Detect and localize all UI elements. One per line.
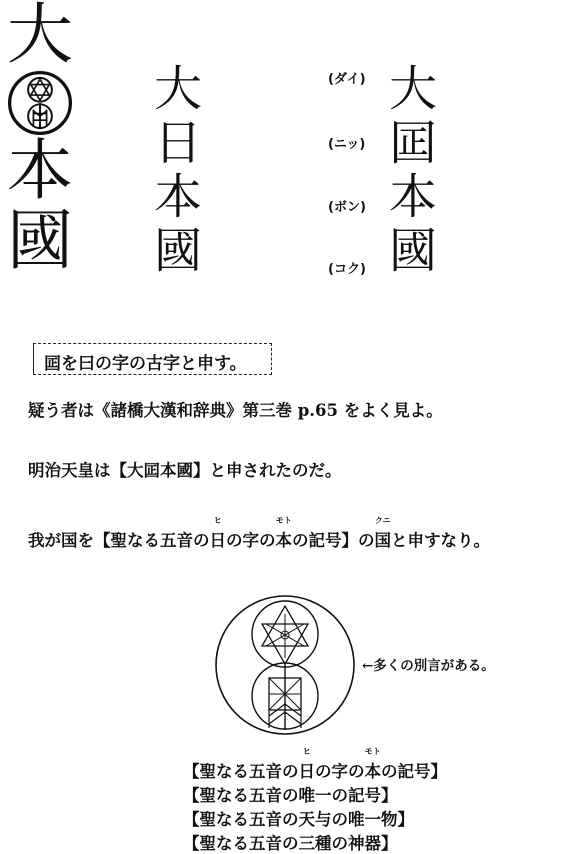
text-line-3 bbox=[28, 515, 490, 551]
box-label: 囸を曰の字の古字と申す。 bbox=[44, 354, 247, 374]
line3-hi-ruby: ヒ bbox=[213, 515, 222, 525]
emblem-note: ←多くの別言がある。 bbox=[362, 658, 495, 674]
reading-bon: (ボン) bbox=[328, 200, 366, 215]
reading-koku: (コク) bbox=[328, 262, 366, 277]
text-line-1: 疑う者は《諸橋大漢和辞典》第三巻 p.65 をよく見よ。 bbox=[28, 401, 443, 420]
left-char-4: 國 bbox=[153, 223, 202, 279]
list-item-4: 【聖なる五音の三種の神器】 bbox=[183, 834, 398, 853]
center-column bbox=[0, 0, 80, 279]
item1-hi-ruby: ヒ bbox=[302, 746, 311, 756]
sacred-emblem-icon bbox=[214, 594, 356, 740]
right-char-2: 囸 bbox=[388, 115, 437, 171]
center-char-dai: 大 bbox=[7, 0, 73, 73]
left-char-1: 大 bbox=[153, 61, 202, 117]
reading-dai: (ダイ) bbox=[328, 72, 366, 87]
left-char-2: 日 bbox=[153, 115, 202, 171]
list-item-1 bbox=[183, 746, 447, 782]
line3-moto-char: 本 bbox=[275, 531, 292, 550]
line3-part3: の記号】の bbox=[292, 531, 375, 550]
list-item-2: 【聖なる五音の唯一の記号】 bbox=[183, 786, 398, 805]
text-line-2: 明治天皇は【大囸本國】と申されたのだ。 bbox=[28, 461, 342, 480]
line3-hi-char: 日 bbox=[209, 531, 226, 550]
small-emblem-icon bbox=[0, 70, 80, 136]
item1-moto-char: 本 bbox=[364, 762, 381, 781]
item1-part1: 【聖なる五音の bbox=[183, 762, 299, 781]
left-column-daiinippon bbox=[148, 62, 208, 278]
left-char-3: 本 bbox=[153, 169, 202, 225]
item1-moto-ruby: モト bbox=[364, 746, 381, 756]
line3-part1: 我が国を【聖なる五音の bbox=[28, 531, 210, 550]
right-column-daiinippon bbox=[383, 62, 443, 278]
line3-kuni-ruby: クニ bbox=[374, 515, 391, 525]
list-item-3: 【聖なる五音の天与の唯一物】 bbox=[183, 810, 414, 829]
right-char-1: 大 bbox=[388, 61, 437, 117]
line3-hi bbox=[209, 515, 227, 551]
line3-kuni-char: 国 bbox=[374, 531, 391, 550]
item1-part2: の字の bbox=[315, 762, 365, 781]
item1-part3: の記号】 bbox=[381, 762, 447, 781]
center-char-hon: 本 bbox=[7, 132, 73, 209]
line3-kuni bbox=[374, 515, 392, 551]
line3-moto bbox=[275, 515, 293, 551]
right-char-4: 國 bbox=[388, 223, 437, 279]
item1-moto bbox=[364, 746, 382, 782]
item1-hi bbox=[298, 746, 316, 782]
line3-moto-ruby: モト bbox=[275, 515, 292, 525]
line3-part4: と申すなり。 bbox=[391, 531, 490, 550]
reading-ni: (ニッ) bbox=[328, 137, 366, 152]
center-char-koku: 國 bbox=[7, 202, 73, 279]
dashed-note-box bbox=[33, 343, 272, 375]
item1-hi-char: 日 bbox=[298, 762, 315, 781]
line3-part2: の字の bbox=[226, 531, 276, 550]
right-char-3: 本 bbox=[388, 169, 437, 225]
